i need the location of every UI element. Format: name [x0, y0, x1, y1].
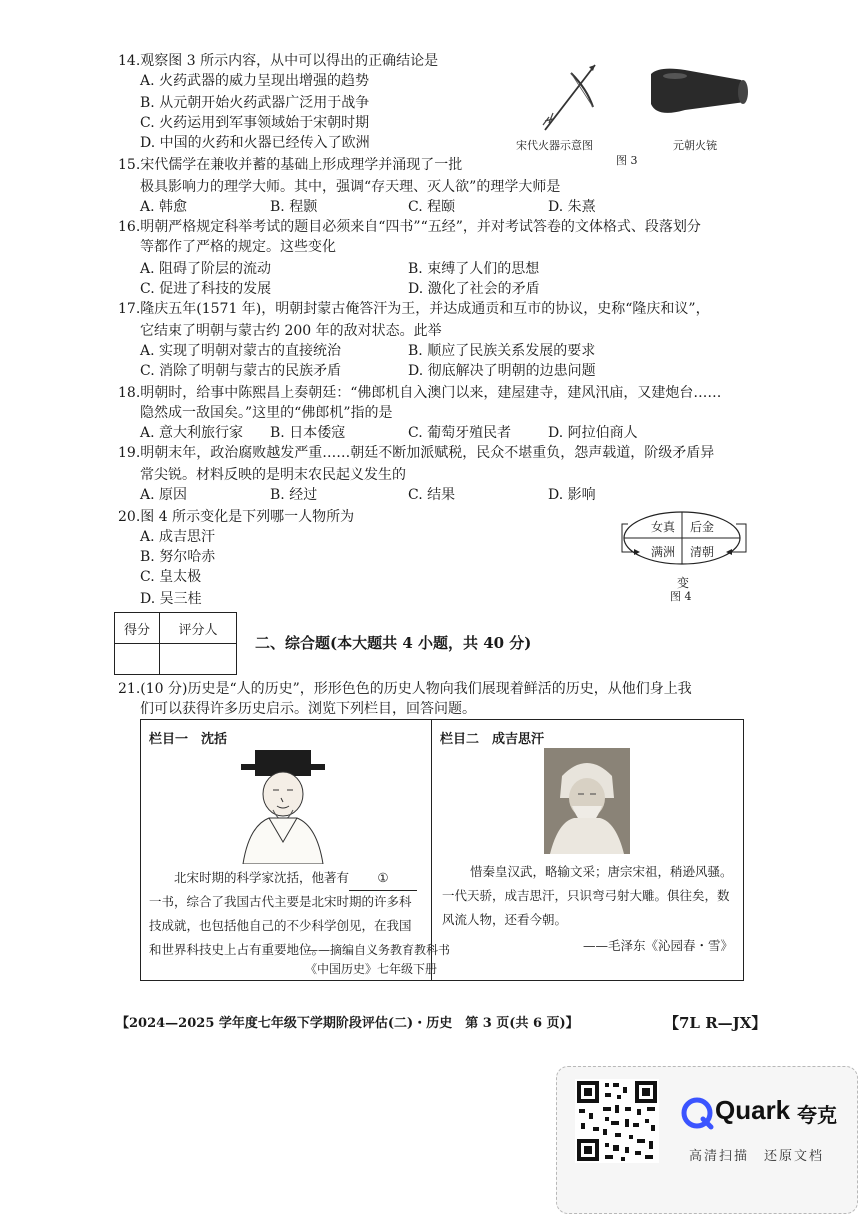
score-table: [114, 612, 237, 675]
q20-stem: 20.图 4 所示变化是下列哪一人物所为: [118, 509, 355, 525]
quark-logo-icon: [681, 1097, 715, 1131]
fig4-change-label: 变: [677, 576, 690, 590]
yuan-fire-gun-illustration: [645, 64, 755, 124]
q18-option-c: C. 葡萄牙殖民者: [408, 425, 512, 441]
column2-text-3: 风流人物，还看今朝。: [442, 912, 568, 927]
q14-option-d: D. 中国的火药和火器已经传入了欧洲: [140, 135, 370, 151]
column1-text-1: 北宋时期的科学家沈括，他著有: [174, 870, 350, 885]
column2-source: ——毛泽东《沁园春・雪》: [582, 938, 733, 953]
quark-brand-cn: 夸克: [797, 1105, 837, 1127]
column2-panel: [431, 719, 744, 981]
qr-code[interactable]: [575, 1079, 659, 1163]
grader-cell[interactable]: [160, 644, 237, 675]
q17-option-a: A. 实现了明朝对蒙古的直接统治: [140, 343, 342, 359]
q15-option-a: A. 韩愈: [140, 199, 188, 215]
q16-option-c: C. 促进了科技的发展: [140, 281, 272, 297]
q16-option-b: B. 束缚了人们的思想: [408, 261, 540, 277]
q18-stem-line2: 隐然成一敌国矣。”这里的“佛郎机”指的是: [140, 405, 393, 421]
q21-stem-line2: 们可以获得许多历史启示。浏览下列栏目，回答问题。: [140, 701, 476, 717]
q19-stem-line2: 常尖锐。材料反映的是明末农民起义发生的: [140, 467, 406, 483]
song-fire-weapon-illustration: [535, 55, 620, 135]
q20-option-a: A. 成吉思汗: [140, 529, 216, 545]
q15-stem-line1: 15.宋代儒学在兼收并蓄的基础上形成理学并涌现了一批: [118, 157, 463, 173]
genghis-khan-portrait: [544, 748, 630, 854]
q14-option-a: A. 火药武器的威力呈现出增强的趋势: [140, 73, 370, 89]
q17-option-d: D. 彻底解决了明朝的边患问题: [408, 363, 596, 379]
shen-kuo-portrait: [233, 746, 333, 864]
fig4-label: 图 4: [670, 590, 692, 603]
score-header: 得分: [115, 613, 160, 644]
blank-1[interactable]: ①: [349, 866, 417, 891]
column2-text-2: 一代天骄，成吉思汗，只识弯弓射大雕。俱往矣，数: [442, 888, 730, 903]
column1-title: 栏目一 沈括: [149, 732, 228, 747]
q21-stem-line1: 21.(10 分)历史是“人的历史”，形形色色的历史人物向我们展现着鲜活的历史，从他们身上我: [118, 681, 692, 697]
column1-text-2: 一书，综合了我国古代主要是北宋时期的许多科: [149, 894, 412, 909]
q16-stem-line2: 等都作了严格的规定。这些变化: [140, 239, 336, 255]
footer-right: 【7L R—JX】: [664, 1014, 767, 1032]
q20-option-b: B. 努尔哈赤: [140, 549, 216, 565]
grader-header: 评分人: [160, 613, 237, 644]
q19-option-b: B. 经过: [270, 487, 318, 503]
q15-option-b: B. 程颢: [270, 199, 318, 215]
fig3-right-caption: 元朝火铳: [673, 139, 717, 152]
q19-option-c: C. 结果: [408, 487, 456, 503]
section2-title: 二、综合题(本大题共 4 小题，共 40 分): [255, 634, 532, 652]
q17-stem-line2: 它结束了明朝与蒙古约 200 年的敌对状态。此举: [140, 323, 442, 339]
column1-text-4: 和世界科技史上占有重要地位。: [149, 942, 325, 957]
q16-option-a: A. 阻碍了阶层的流动: [140, 261, 272, 277]
q16-option-d: D. 激化了社会的矛盾: [408, 281, 540, 297]
q20-option-d: D. 吴三桂: [140, 591, 202, 607]
q14-option-c: C. 火药运用到军事领域始于宋朝时期: [140, 115, 370, 131]
fig3-label: 图 3: [616, 154, 638, 167]
fig4-later-jin: 后金: [690, 520, 715, 534]
q14-stem: 14.观察图 3 所示内容，从中可以得出的正确结论是: [118, 53, 439, 69]
column1-text-3: 技成就，也包括他自己的不少科学创见，在我国: [149, 918, 412, 933]
column1-para: [149, 866, 425, 891]
fig3-left-caption: 宋代火器示意图: [516, 139, 593, 152]
q15-option-c: C. 程颐: [408, 199, 456, 215]
quark-scan-badge[interactable]: [556, 1066, 858, 1214]
column1-source-2: 《中国历史》七年级下册: [305, 962, 438, 976]
score-cell[interactable]: [115, 644, 160, 675]
q16-stem-line1: 16.明朝严格规定科举考试的题目必须来自“四书”“五经”，并对考试答卷的文体格式、段落划分: [118, 219, 701, 235]
quark-tagline: 高清扫描 还原文档: [689, 1148, 825, 1163]
column2-title: 栏目二 成吉思汗: [440, 732, 545, 747]
q15-stem-line2: 极具影响力的理学大师。其中，强调“存天理、灭人欲”的理学大师是: [140, 179, 561, 195]
q18-stem-line1: 18.明朝时，给事中陈熙昌上奏朝廷：“佛郎机自入澳门以来，建屋建寺，建风汛庙，又建炮台……: [118, 385, 722, 401]
fig4-qing: 清朝: [690, 545, 715, 559]
q19-option-d: D. 影响: [548, 487, 596, 503]
q17-stem-line1: 17.隆庆五年(1571 年)，明朝封蒙古俺答汗为王，并达成通贡和互市的协议，史称“隆庆和议”，: [118, 301, 710, 317]
q19-stem-line1: 19.明朝末年，政治腐败越发严重……朝廷不断加派赋税，民众不堪重负，怨声载道，阶级矛盾异: [118, 445, 715, 461]
fig4-manchu: 满洲: [651, 545, 676, 559]
q15-option-d: D. 朱熹: [548, 199, 596, 215]
quark-brand: Quark: [715, 1095, 791, 1125]
q18-option-d: D. 阿拉伯商人: [548, 425, 638, 441]
fig4-jurchen: 女真: [651, 520, 676, 534]
footer-left: 【2024—2025 学年度七年级下学期阶段评估(二)・历史 第 3 页(共 6 页)】: [116, 1016, 579, 1031]
q18-option-b: B. 日本倭寇: [270, 425, 346, 441]
q14-option-b: B. 从元朝开始火药武器广泛用于战争: [140, 95, 370, 111]
column1-source-1: ——摘编自义务教育教科书: [306, 943, 451, 957]
q17-option-b: B. 顺应了民族关系发展的要求: [408, 343, 596, 359]
q17-option-c: C. 消除了明朝与蒙古的民族矛盾: [140, 363, 342, 379]
q19-option-a: A. 原因: [140, 487, 188, 503]
column2-text-1: 惜秦皇汉武，略输文采；唐宗宋祖，稍逊风骚。: [470, 864, 733, 879]
q18-option-a: A. 意大利旅行家: [140, 425, 244, 441]
q20-option-c: C. 皇太极: [140, 569, 202, 585]
